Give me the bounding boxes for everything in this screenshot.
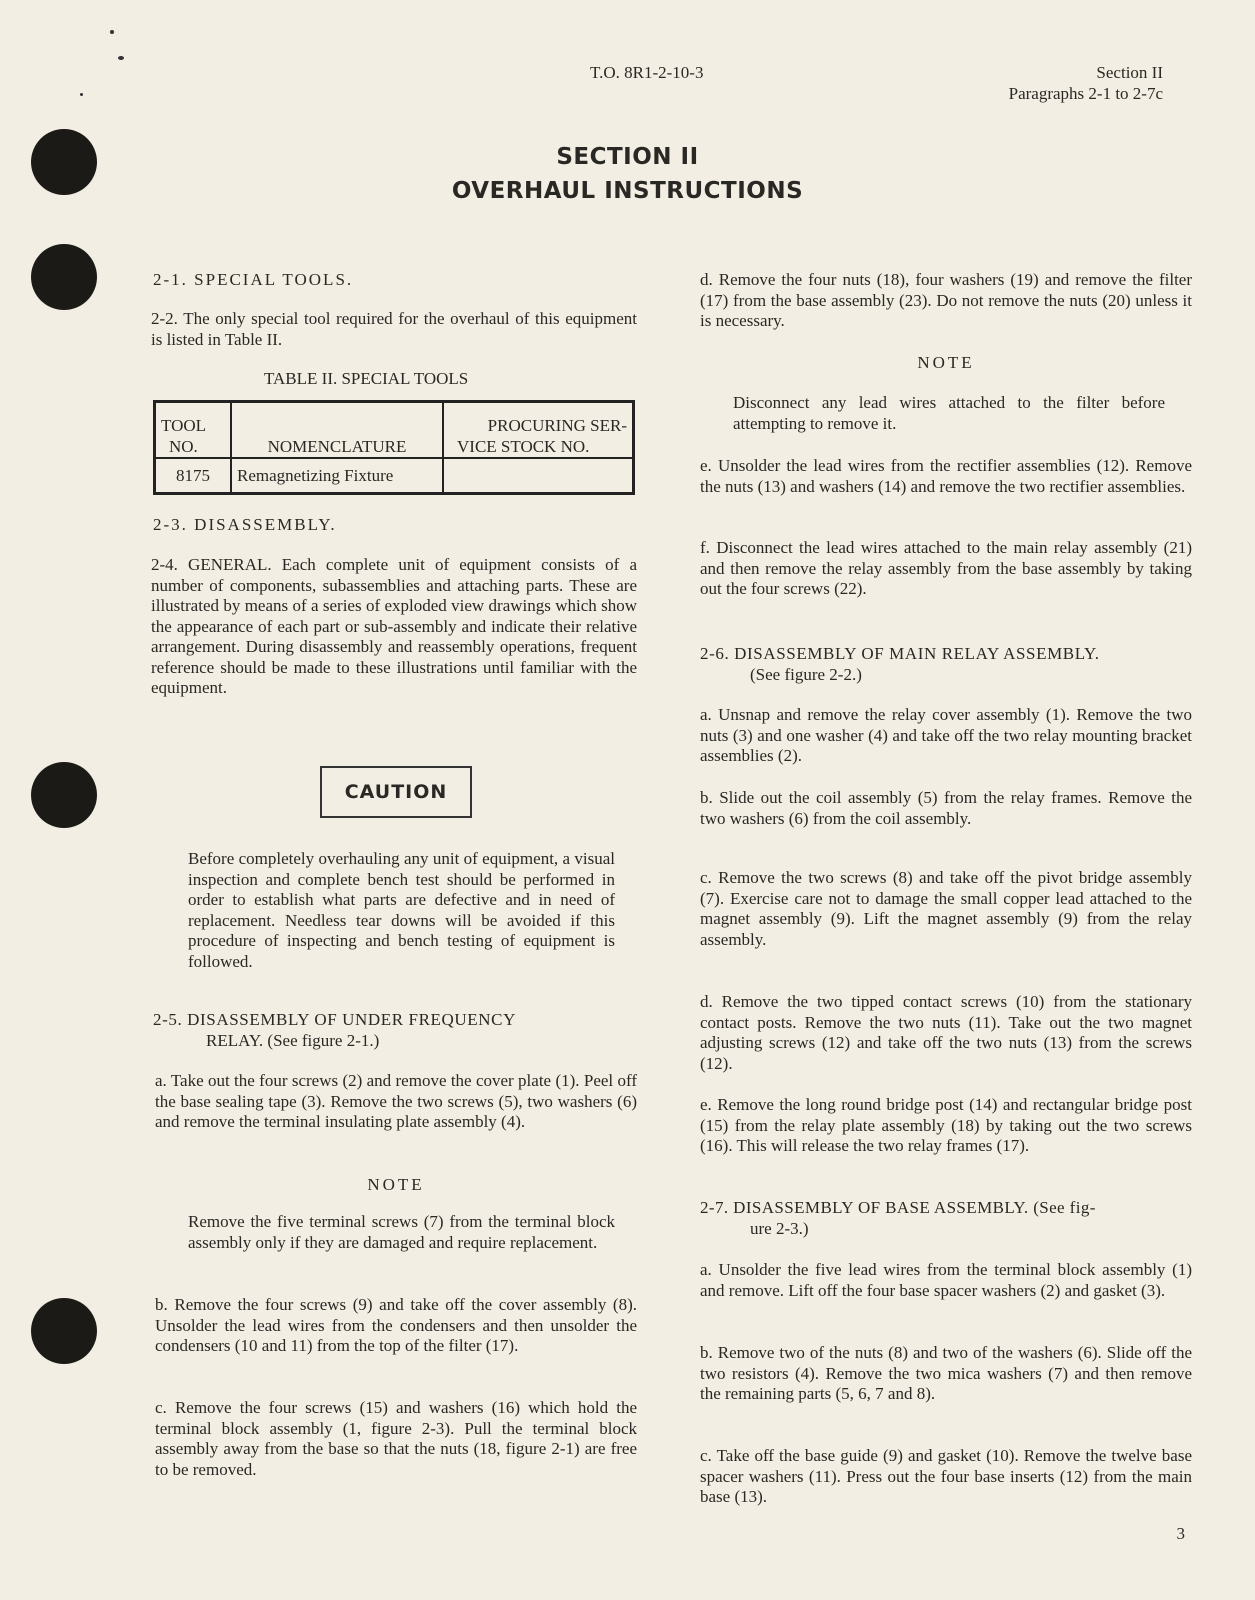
binder-hole [31, 762, 97, 828]
section-subtitle: OVERHAUL INSTRUCTIONS [451, 178, 804, 204]
heading-2-7-line2: ure 2-3.) [750, 1219, 809, 1238]
header-proc-line1: PROCURING SER- [487, 415, 627, 435]
paragraph-2-5-a: a. Take out the four screws (2) and remove the cover plate (1). Peel off the base sealing tape (3). Remove the two screws (5), two washers (6) and remove the terminal insulating plate assembly (4). [155, 1071, 637, 1131]
table-header-row [155, 402, 634, 458]
special-tools-table [153, 400, 635, 495]
caution-text: Before completely overhauling any unit of equipment, a visual inspection and complete bench test should be performed in order to establish what parts are defective and in need of replacement. Needless tear downs will be avoided if this procedure of inspecting and bench testing of equipment is followed. [188, 849, 615, 971]
speck [110, 30, 114, 34]
heading-2-6-line2: (See figure 2-2.) [750, 665, 862, 684]
header-tool-line1: TOOL [161, 415, 207, 435]
paragraph-2-6-e: e. Remove the long round bridge post (14) and rectangular bridge post (15) from the relay plate assembly (18) by taking out the two screws (16). This will release the two relay frames (17). [700, 1095, 1192, 1155]
paragraph-2-7-b: b. Remove two of the nuts (8) and two of the washers (6). Slide off the two resistors (4). Remove the two mica washers (7) and then remove the remaining parts (5, 6, 7 and 8). [700, 1343, 1192, 1403]
cell-nomenclature: Remagnetizing Fixture [231, 458, 443, 494]
speck [80, 93, 83, 96]
header-tool-line2: NO. [169, 436, 198, 456]
note-text-2: Disconnect any lead wires attached to the filter before attempting to remove it. [733, 393, 1165, 433]
heading-2-5-line2: RELAY. (See figure 2-1.) [206, 1031, 380, 1050]
table-title: TABLE II. SPECIAL TOOLS [264, 369, 469, 388]
table-row [155, 458, 634, 494]
heading-2-6-line1: 2-6. DISASSEMBLY OF MAIN RELAY ASSEMBLY. [700, 644, 1100, 663]
paragraph-2-2: 2-2. The only special tool required for the overhaul of this equipment is listed in Table II. [151, 309, 637, 349]
heading-2-7-line1: 2-7. DISASSEMBLY OF BASE ASSEMBLY. (See fig- [700, 1198, 1096, 1217]
heading-2-5-line1: 2-5. DISASSEMBLY OF UNDER FREQUENCY [153, 1010, 516, 1029]
paragraph-2-7-a: a. Unsolder the five lead wires from the terminal block assembly (1) and remove. Lift off the four base spacer washers (2) and gasket (3). [700, 1260, 1192, 1300]
note-label-1: NOTE [367, 1175, 425, 1194]
section-title: SECTION II [556, 144, 699, 170]
paragraph-2-6-a: a. Unsnap and remove the relay cover assembly (1). Remove the two nuts (3) and one washer (4) and take off the two relay mounting bracket assemblies (2). [700, 705, 1192, 765]
binder-hole [31, 244, 97, 310]
doc-number: T.O. 8R1-2-10-3 [590, 63, 704, 82]
header-tool-no [155, 402, 232, 458]
header-procuring [443, 402, 634, 458]
paragraph-2-5-d: d. Remove the four nuts (18), four washers (19) and remove the filter (17) from the base assembly (23). Do not remove the nuts (20) unless it is necessary. [700, 270, 1192, 330]
speck [118, 56, 124, 60]
paragraph-2-6-d: d. Remove the two tipped contact screws (10) from the stationary contact posts. Remove the two nuts (11). Take out the two magnet adjusting screws (12) and take off the two nuts (13) from the screws (12). [700, 992, 1192, 1073]
caution-box: CAUTION [320, 766, 472, 818]
paragraph-range: Paragraphs 2-1 to 2-7c [1008, 84, 1163, 103]
heading-2-3: 2-3. DISASSEMBLY. [153, 515, 337, 534]
paragraph-2-5-f: f. Disconnect the lead wires attached to the main relay assembly (21) and then remove the relay assembly from the base assembly by taking out the four screws (22). [700, 538, 1192, 598]
paragraph-2-5-c: c. Remove the four screws (15) and washers (16) which hold the terminal block assembly (1, figure 2-3). Pull the terminal block assembly away from the base so that the nuts (18, figure 2-1) are free to be removed. [155, 1398, 637, 1479]
note-text-1: Remove the five terminal screws (7) from the terminal block assembly only if they are damaged and require replacement. [188, 1212, 615, 1252]
cell-tool-no: 8175 [155, 458, 232, 494]
paragraph-2-5-b: b. Remove the four screws (9) and take off the cover assembly (8). Unsolder the lead wires from the condensers and then unsolder the condensers (10 and 11) from the top of the filter (17). [155, 1295, 637, 1355]
paragraph-2-6-c: c. Remove the two screws (8) and take off the pivot bridge assembly (7). Exercise care not to damage the small copper lead attached to the magnet assembly (9). Lift the magnet assembly (9) from the relay assembly. [700, 868, 1192, 949]
paragraph-2-7-c: c. Take off the base guide (9) and gasket (10). Remove the twelve base spacer washers (11). Press out the four base inserts (12) from the main base (13). [700, 1446, 1192, 1506]
paragraph-2-5-e: e. Unsolder the lead wires from the rectifier assemblies (12). Remove the nuts (13) and washers (14) and remove the two rectifier assemblies. [700, 456, 1192, 496]
paragraph-2-6-b: b. Slide out the coil assembly (5) from the relay frames. Remove the two washers (6) from the coil assembly. [700, 788, 1192, 828]
heading-2-1: 2-1. SPECIAL TOOLS. [153, 270, 354, 289]
page-number: 3 [1176, 1524, 1185, 1543]
note-label-2: NOTE [917, 353, 975, 372]
header-proc-line2: VICE STOCK NO. [457, 436, 590, 456]
header-nomenclature: NOMENCLATURE [231, 402, 443, 458]
section-label: Section II [1096, 63, 1163, 82]
cell-procuring [443, 458, 634, 494]
paragraph-2-4: 2-4. GENERAL. Each complete unit of equipment consists of a number of components, subassemblies and attaching parts. These are illustrated by means of a series of exploded view drawings which show the appearance of each part or sub-assembly and indicate their relative arrangement. During disassembly and reassembly operations, frequent reference should be made to these illustrations until familiar with the equipment. [151, 555, 637, 697]
binder-hole [31, 1298, 97, 1364]
